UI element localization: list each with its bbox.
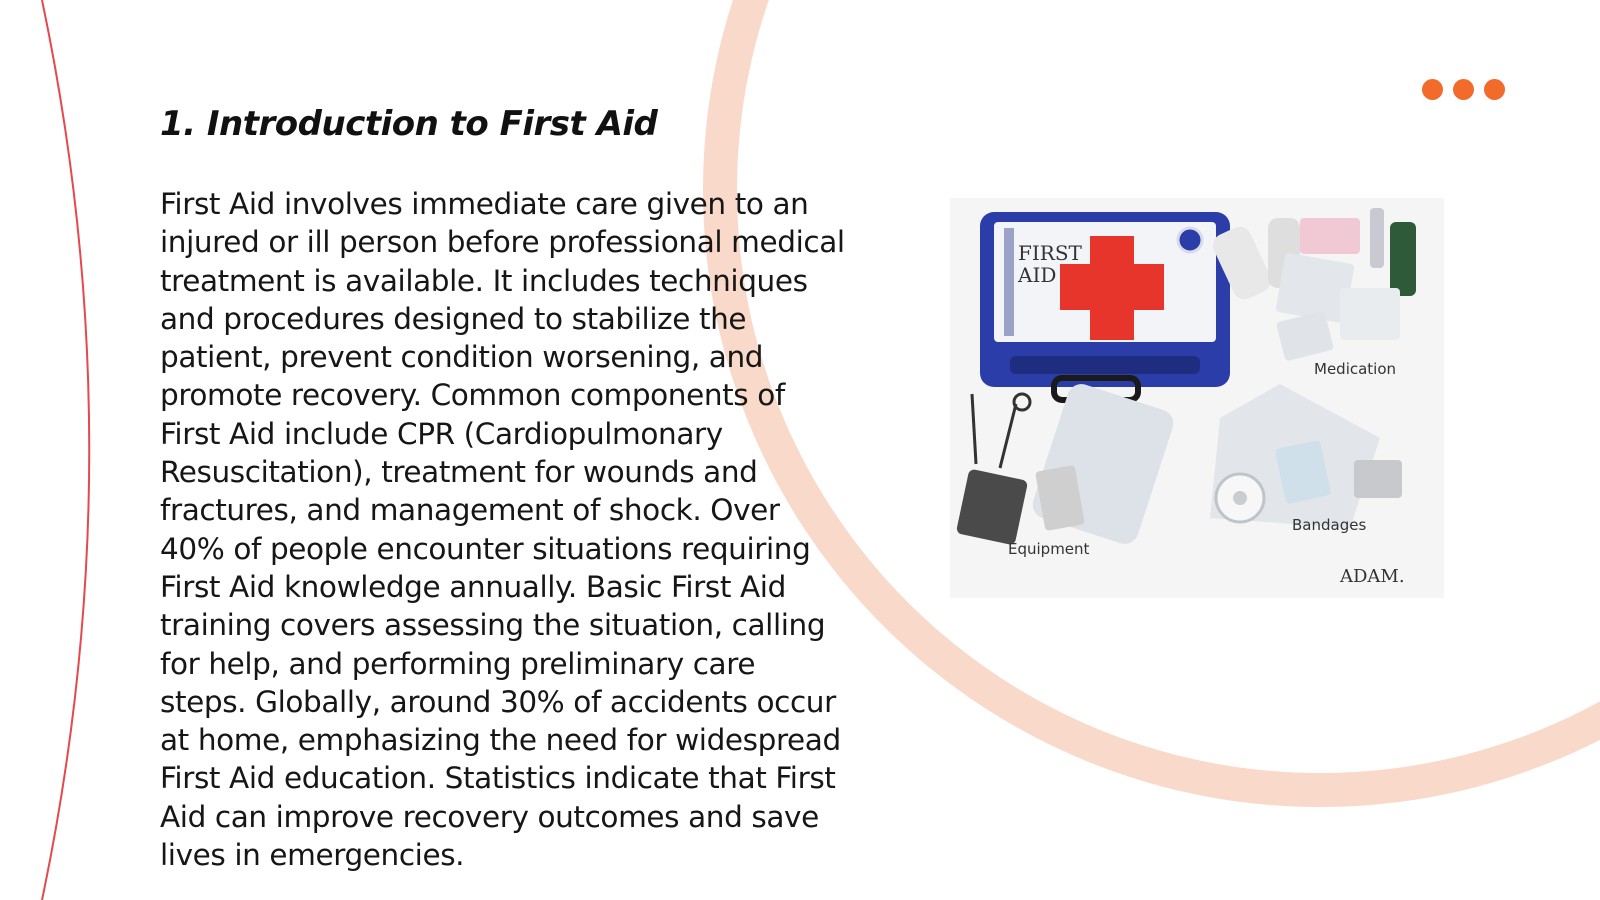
kit-label-aid: AID — [1018, 263, 1057, 287]
slide-body-text: First Aid involves immediate care given to an injured or ill person before professional medical treatment is available. It includes techniques and procedures designed to stabilize the patient, prevent condition worsening, and promote recovery. Common components of First Aid include CPR (Cardiopulmonary Resuscitation), treatment for wounds and fractures, and management of shock. Over 40% of people encounter situations requiring First Aid knowledge annually. Basic First Aid training covers assessing the situation, calling for help, and performing preliminary care steps. Globally, around 30% of accidents occur at home, emphasizing the need for widespread First Aid education. Statistics indicate that First Aid can improve recovery outcomes and save lives in emergencies. — [160, 187, 845, 873]
dot-icon — [1453, 79, 1474, 100]
dot-icon — [1422, 79, 1443, 100]
slide-title: 1. Introduction to First Aid — [160, 104, 658, 144]
equipment-label: Equipment — [1008, 540, 1090, 558]
first-aid-case — [980, 212, 1230, 400]
kit-label-first: FIRST — [1018, 241, 1082, 265]
left-accent-curve — [42, 0, 89, 900]
first-aid-kit-image — [950, 198, 1444, 598]
bandages-label: Bandages — [1292, 516, 1367, 534]
three-dots-icon — [1422, 79, 1505, 100]
medication-label: Medication — [1314, 360, 1397, 378]
dot-icon — [1484, 79, 1505, 100]
image-credit: ADAM. — [1340, 566, 1405, 587]
